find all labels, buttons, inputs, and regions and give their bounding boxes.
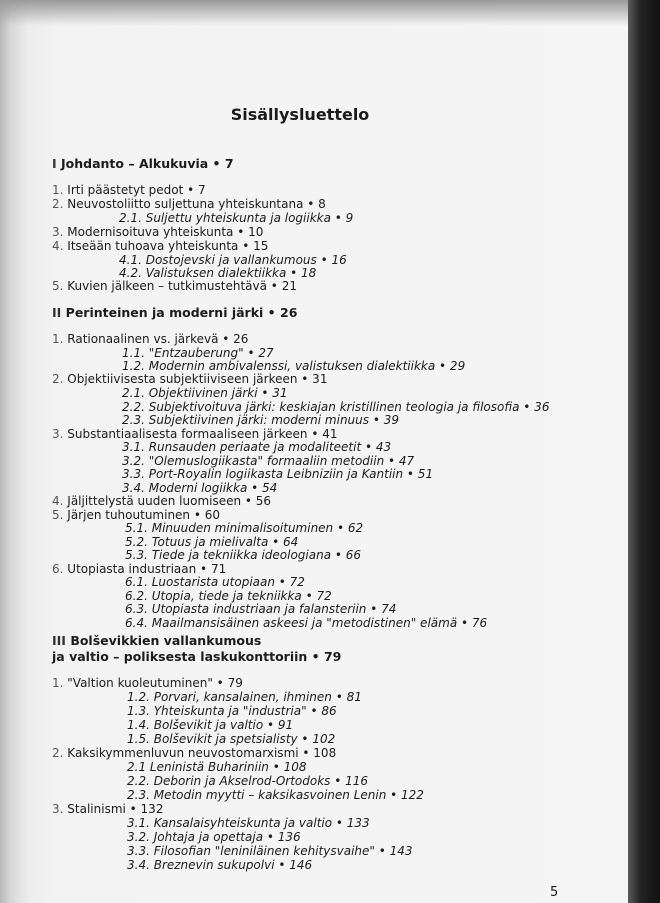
toc-entry xyxy=(52,746,336,760)
toc-entry xyxy=(52,508,220,522)
toc-part-heading xyxy=(52,650,341,664)
toc-text: 2.1 Leninistä Buhariniin • 108 xyxy=(127,760,307,774)
toc-subentry xyxy=(125,589,332,603)
toc-text: Irti päästetyt pedot • 7 xyxy=(67,183,206,197)
toc-text: 2.1. Suljettu yhteiskunta ja logiikka • 9 xyxy=(119,211,354,225)
toc-text: 3.2. Johtaja ja opettaja • 136 xyxy=(127,830,301,844)
toc-number: 3. xyxy=(52,802,64,816)
toc-number: 1. xyxy=(52,676,64,690)
toc-number: 2. xyxy=(52,197,64,211)
toc-text: "Valtion kuoleutuminen" • 79 xyxy=(67,676,243,690)
toc-entry xyxy=(52,676,243,690)
toc-subentry xyxy=(127,718,293,732)
toc-entry xyxy=(52,239,268,253)
toc-text: 2.1. Objektiivinen järki • 31 xyxy=(122,386,288,400)
toc-subentry xyxy=(122,359,465,373)
toc-subentry xyxy=(119,266,316,280)
toc-text: 6.4. Maailmansisäinen askeesi ja "metodistinen" elämä • 76 xyxy=(125,616,488,630)
toc-text: 1.3. Yhteiskunta ja "industria" • 86 xyxy=(127,704,337,718)
page-top-shadow xyxy=(0,0,628,26)
toc-text: 2.2. Deborin ja Akselrod-Ortodoks • 116 xyxy=(127,774,369,788)
toc-text: 2.3. Subjektiivinen järki: moderni minuus • 39 xyxy=(122,413,399,427)
toc-text: ja valtio – poliksesta laskukonttoriin • 79 xyxy=(52,649,342,664)
toc-entry xyxy=(52,494,271,508)
toc-part-heading xyxy=(52,157,234,171)
toc-subentry xyxy=(127,830,301,844)
toc-text: 3.1. Kansalaisyhteiskunta ja valtio • 133 xyxy=(127,816,370,830)
toc-entry xyxy=(52,332,248,346)
toc-text: 1.5. Bolševikit ja spetsialisty • 102 xyxy=(127,732,336,746)
toc-number: III xyxy=(52,633,66,648)
toc-text: 2.3. Metodin myytti – kaksikasvoinen Lenin • 122 xyxy=(127,788,424,802)
toc-subentry xyxy=(122,440,391,454)
toc-subentry xyxy=(127,788,424,802)
toc-text: Jäljittelystä uuden luomiseen • 56 xyxy=(67,494,272,508)
toc-text: Itseään tuhoava yhteiskunta • 15 xyxy=(67,239,269,253)
toc-subentry xyxy=(127,774,368,788)
toc-subentry xyxy=(122,400,549,414)
toc-number: 5. xyxy=(52,508,64,522)
toc-text: 3.3. Port-Royalin logiikasta Leibniziin ja Kantiin • 51 xyxy=(122,467,434,481)
toc-text: Neuvostoliitto suljettuna yhteiskuntana • 8 xyxy=(67,197,326,211)
toc-part-heading xyxy=(52,634,261,648)
toc-entry xyxy=(52,183,206,197)
toc-subentry xyxy=(125,602,396,616)
toc-text: 1.4. Bolševikit ja valtio • 91 xyxy=(127,718,294,732)
toc-text: 2.2. Subjektivoituva järki: keskiajan kristillinen teologia ja filosofia • 36 xyxy=(122,400,550,414)
toc-number: 5. xyxy=(52,279,64,293)
toc-text: Kuvien jälkeen – tutkimustehtävä • 21 xyxy=(67,279,297,293)
toc-text: 1.2. Porvari, kansalainen, ihminen • 81 xyxy=(127,690,362,704)
toc-number: I xyxy=(52,156,57,171)
toc-number: 4. xyxy=(52,239,64,253)
toc-subentry xyxy=(125,548,361,562)
toc-text: Perinteinen ja moderni järki • 26 xyxy=(65,305,298,320)
toc-text: 5.2. Totuus ja mielivalta • 64 xyxy=(125,535,299,549)
toc-subentry xyxy=(119,211,353,225)
toc-text: 3.4. Moderni logiikka • 54 xyxy=(122,481,278,495)
toc-subentry xyxy=(127,816,370,830)
toc-subentry xyxy=(127,732,335,746)
toc-number: 4. xyxy=(52,494,64,508)
toc-subentry xyxy=(127,858,312,872)
toc-number: 3. xyxy=(52,225,64,239)
toc-text: Substantiaalisesta formaaliseen järkeen • 41 xyxy=(67,427,338,441)
toc-subentry xyxy=(127,704,337,718)
toc-text: Rationaalinen vs. järkevä • 26 xyxy=(67,332,249,346)
toc-entry xyxy=(52,197,326,211)
toc-number: 6. xyxy=(52,562,64,576)
toc-text: 5.1. Minuuden minimalisoituminen • 62 xyxy=(125,521,364,535)
toc-text: Modernisoituva yhteiskunta • 10 xyxy=(67,225,264,239)
toc-text: 3.3. Filosofian "leniniläinen kehitysvaihe" • 143 xyxy=(127,844,413,858)
toc-text: Johdanto – Alkukuvia • 7 xyxy=(61,156,234,171)
toc-subentry xyxy=(122,467,433,481)
page-number: 5 xyxy=(550,885,559,900)
toc-text: Järjen tuhoutuminen • 60 xyxy=(67,508,221,522)
toc-entry xyxy=(52,279,297,293)
toc-subentry xyxy=(125,575,305,589)
toc-subentry xyxy=(127,690,362,704)
toc-number: II xyxy=(52,305,62,320)
toc-text: 4.2. Valistuksen dialektiikka • 18 xyxy=(119,266,317,280)
toc-text: Bolševikkien vallankumous xyxy=(70,633,262,648)
toc-text: Utopiasta industriaan • 71 xyxy=(67,562,227,576)
toc-text: 6.3. Utopiasta industriaan ja falansteriin • 74 xyxy=(125,602,397,616)
toc-entry xyxy=(52,427,338,441)
toc-text: Objektiivisesta subjektiiviseen järkeen • 31 xyxy=(67,372,328,386)
toc-number: 1. xyxy=(52,332,64,346)
toc-entry xyxy=(52,372,327,386)
toc-subentry xyxy=(127,844,413,858)
toc-subentry xyxy=(125,616,487,630)
toc-text: 1.2. Modernin ambivalenssi, valistuksen dialektiikka • 29 xyxy=(122,359,466,373)
toc-number: 3. xyxy=(52,427,64,441)
toc-text: 3.2. "Olemuslogiikasta" formaaliin metodiin • 47 xyxy=(122,454,415,468)
toc-subentry xyxy=(125,535,298,549)
page-title: Sisällysluettelo xyxy=(230,105,370,124)
toc-text: 6.1. Luostarista utopiaan • 72 xyxy=(125,575,305,589)
toc-subentry xyxy=(122,346,274,360)
toc-text: 3.1. Runsauden periaate ja modaliteetit • 43 xyxy=(122,440,392,454)
toc-subentry xyxy=(122,454,414,468)
toc-part-heading xyxy=(52,306,297,320)
toc-text: Kaksikymmenluvun neuvostomarxismi • 108 xyxy=(67,746,337,760)
toc-entry xyxy=(52,802,163,816)
toc-subentry xyxy=(122,413,399,427)
toc-subentry xyxy=(119,253,347,267)
toc-text: 4.1. Dostojevski ja vallankumous • 16 xyxy=(119,253,347,267)
toc-number: 2. xyxy=(52,372,64,386)
toc-subentry xyxy=(125,521,363,535)
page-edge-shadow xyxy=(628,0,660,903)
toc-text: 3.4. Breznevin sukupolvi • 146 xyxy=(127,858,313,872)
toc-text: 5.3. Tiede ja tekniikka ideologiana • 66 xyxy=(125,548,362,562)
toc-number: 2. xyxy=(52,746,64,760)
toc-text: Stalinismi • 132 xyxy=(67,802,164,816)
toc-text: 6.2. Utopia, tiede ja tekniikka • 72 xyxy=(125,589,332,603)
toc-entry xyxy=(52,562,226,576)
toc-text: 1.1. "Entzauberung" • 27 xyxy=(122,346,274,360)
toc-entry xyxy=(52,225,263,239)
toc-subentry xyxy=(122,386,288,400)
toc-number: 1. xyxy=(52,183,64,197)
toc-subentry xyxy=(127,760,307,774)
toc-subentry xyxy=(122,481,277,495)
